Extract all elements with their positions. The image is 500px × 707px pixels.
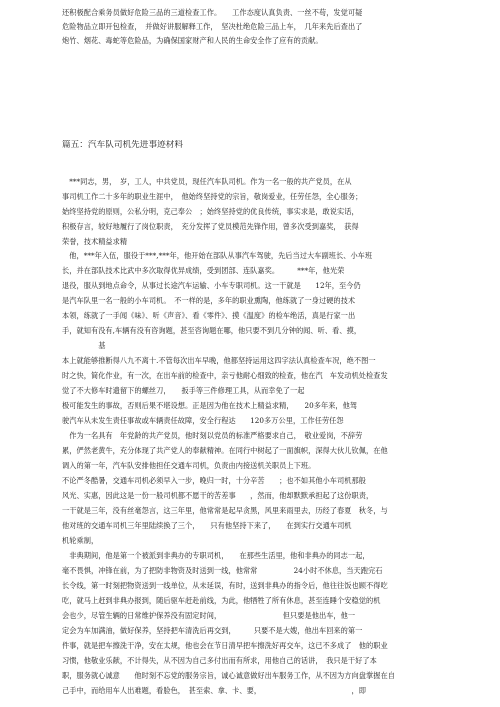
body-line: 是汽车队里一名一般的小车司机。 不一样的是，多年的职业熏陶，他练就了一身过硬的技术 — [62, 296, 356, 305]
body-line: ***同志，男， 岁，工人，中共党员，现任汽车队司机。作为一名一般的共产党员，在从 — [62, 177, 352, 186]
body-line: 手，就知有没有,车辆有没有咨询题，甚至咨询题在哪，他只要不到几分钟的闻、听、看、摸， — [62, 326, 362, 335]
body-line: 长令线，第一时刻把物资送到一线单位，从未延误，有时，送到非典办的指令后，他往往饭也顾不得吃 — [62, 581, 388, 590]
body-line: 己手中，而给用车人出难题，看脸色， 甚至索、拿、卡、要， ，即 — [62, 686, 367, 695]
body-line: 职，服务就心诚意 他时刻不忘党的服务宗旨，诚心诚意做好出车服务工作，从不因为方向盘掌握在自 — [62, 671, 395, 680]
body-line: 事司机工作二十多年的职业生涯中， 他始终坚持党的宗旨，敬岗爱业，任劳任怨，全心服务； — [62, 192, 363, 201]
section-title: 篇五：汽车队司机先进事迹材料 — [62, 140, 184, 150]
body-line: 他，***年入伍，服役于***,***年，他开始在部队从事汽车驾驶，先后当过大车副班长、小车班 — [62, 251, 373, 260]
body-line: 始终坚持党的原则，公私分明，克己奉公 ；始终坚持党的优良传统，事实求是，敢说实话， — [62, 207, 359, 216]
body-line: 会也少，尽管生辆的日常维护保养没有固定时间， 但只要是他出车，他一 — [62, 611, 356, 620]
intro-line: 还积极配合乘务员做好危险三品的三道检查工作。 工作态度认真负责、一丝不苟，发觉可疑 — [62, 8, 363, 17]
intro-line: 危险物品立即开包检查， 并做好讲服解释工作， 坚决杜绝危险三品上车， 几年来先后查出了 — [62, 22, 363, 31]
body-line: 毫不畏惧，冲锋在前，为了把防非物资及时送到一线，他常常 24小时不休息，当天跑完石 — [62, 566, 383, 575]
body-line: 长，并在部队技术比武中多次取得优异成绩，受到团部、连队嘉奖。 ***年，他光荣 — [62, 266, 345, 275]
body-line: 吃，就马上赶到非典办报到，随后驱车赶赴前线，为此，他牺牲了所有休息，甚至连睡个安稳觉的机 — [62, 596, 381, 605]
body-line: 作为一名具有 年党龄的共产党员，他时刻以党员的标准严格要求自己， 敬业爱岗，不辞劳 — [62, 431, 363, 440]
body-line: 件事，就是把车擦洗干净，安在太规，他也会在节日清早把车擦洗好再交车，这已不多成了 他的职业 — [62, 641, 388, 650]
body-line: 不论严冬酷暑，交通车司机必须早入一步，晚归一时，十分辛苦 ；也不如其他小车司机那般 — [62, 476, 366, 485]
body-line: 定会为车加满油，做好保养，坚持把车清洗后再交到， 只要不是大嫂，他出车回来的第一 — [62, 626, 363, 635]
body-line: 退役，服从到地点命令，从事过长途汽车运输、小车专职司机。这一干就是 12年，至今仍 — [62, 281, 361, 290]
body-line: 觉了不大修车时遗留下的螺丝刀， 扳手等三件修理工具，从而幸免了一起 — [62, 386, 305, 395]
body-line: 本领，练就了一手闻《味》、听《声音》、看《零件》、摸《温度》的检车绝活，真是行家一出 — [62, 311, 356, 320]
body-line: 极可能发生的事故，否则后果不堪设想。正是因为他在技术上精益求精， 20多年来，他驾 — [62, 401, 358, 410]
body-line: 本上就能够推断得八九不离十.不管每次出车早晚，他都坚持运用这四字法认真检查车况，绝不图一 — [62, 356, 376, 365]
body-line: 积极存言，较好地履行了岗位职责， 充分发挥了党员模范先锋作用，曾多次受到嘉奖， 获得 — [62, 222, 359, 231]
body-line: 习惯，他敬业乐献，不计得失，从不因为自己多付出而有所求，用他自己的话讲， 我只是干好了本 — [62, 656, 377, 665]
body-line: 风光、实惠，因此这是一份一般司机都不愿干的苦差事 ，然而，他却默默承担起了这份职责， — [62, 491, 374, 500]
body-line: 荣誉，技术精益求精 — [62, 237, 128, 246]
body-line: 累，俨然老黄牛，充分体现了共产党人的奉献精神。在同行中树起了一面旗帜，深得大伙儿钦佩，在他 — [62, 446, 388, 455]
body-line: 非典期间，他是第一个被派到非典办的专职司机， 在那些生活里，他和非典办的同志一起， — [62, 551, 370, 560]
body-line: 一干就是三年，没有丝毫怨言，这三年里，他常常是起早贪黑，风里来雨里去，历经了春夏 秋冬，与 — [62, 506, 388, 515]
body-line: 基 — [62, 341, 106, 350]
body-line: 机轮乘制， — [62, 536, 99, 545]
intro-line: 炮竹、烟花、毒蛇等危险品，为确保国家财产和人民的生命安全作了应有的贡献。 — [62, 36, 323, 45]
body-line: 调入的第一年，汽车队安排他担任交通车司机，负责由内接送机关职员上下班。 — [62, 461, 316, 470]
body-line: 他对班的交通车司机三年里陆续换了三个， 只有他坚持下来了， 在到实行交通车司机 — [62, 521, 352, 530]
body-line: 驶汽车从未发生责任事故或车辆责任故障，安全行程达 120多万公里，工作任劳任怨 — [62, 416, 344, 425]
body-line: 时之快，简化作业，有一次，在出车前的检查中，亲亏他耐心细致的检查，他在汽 车发动机处检查发 — [62, 371, 388, 380]
